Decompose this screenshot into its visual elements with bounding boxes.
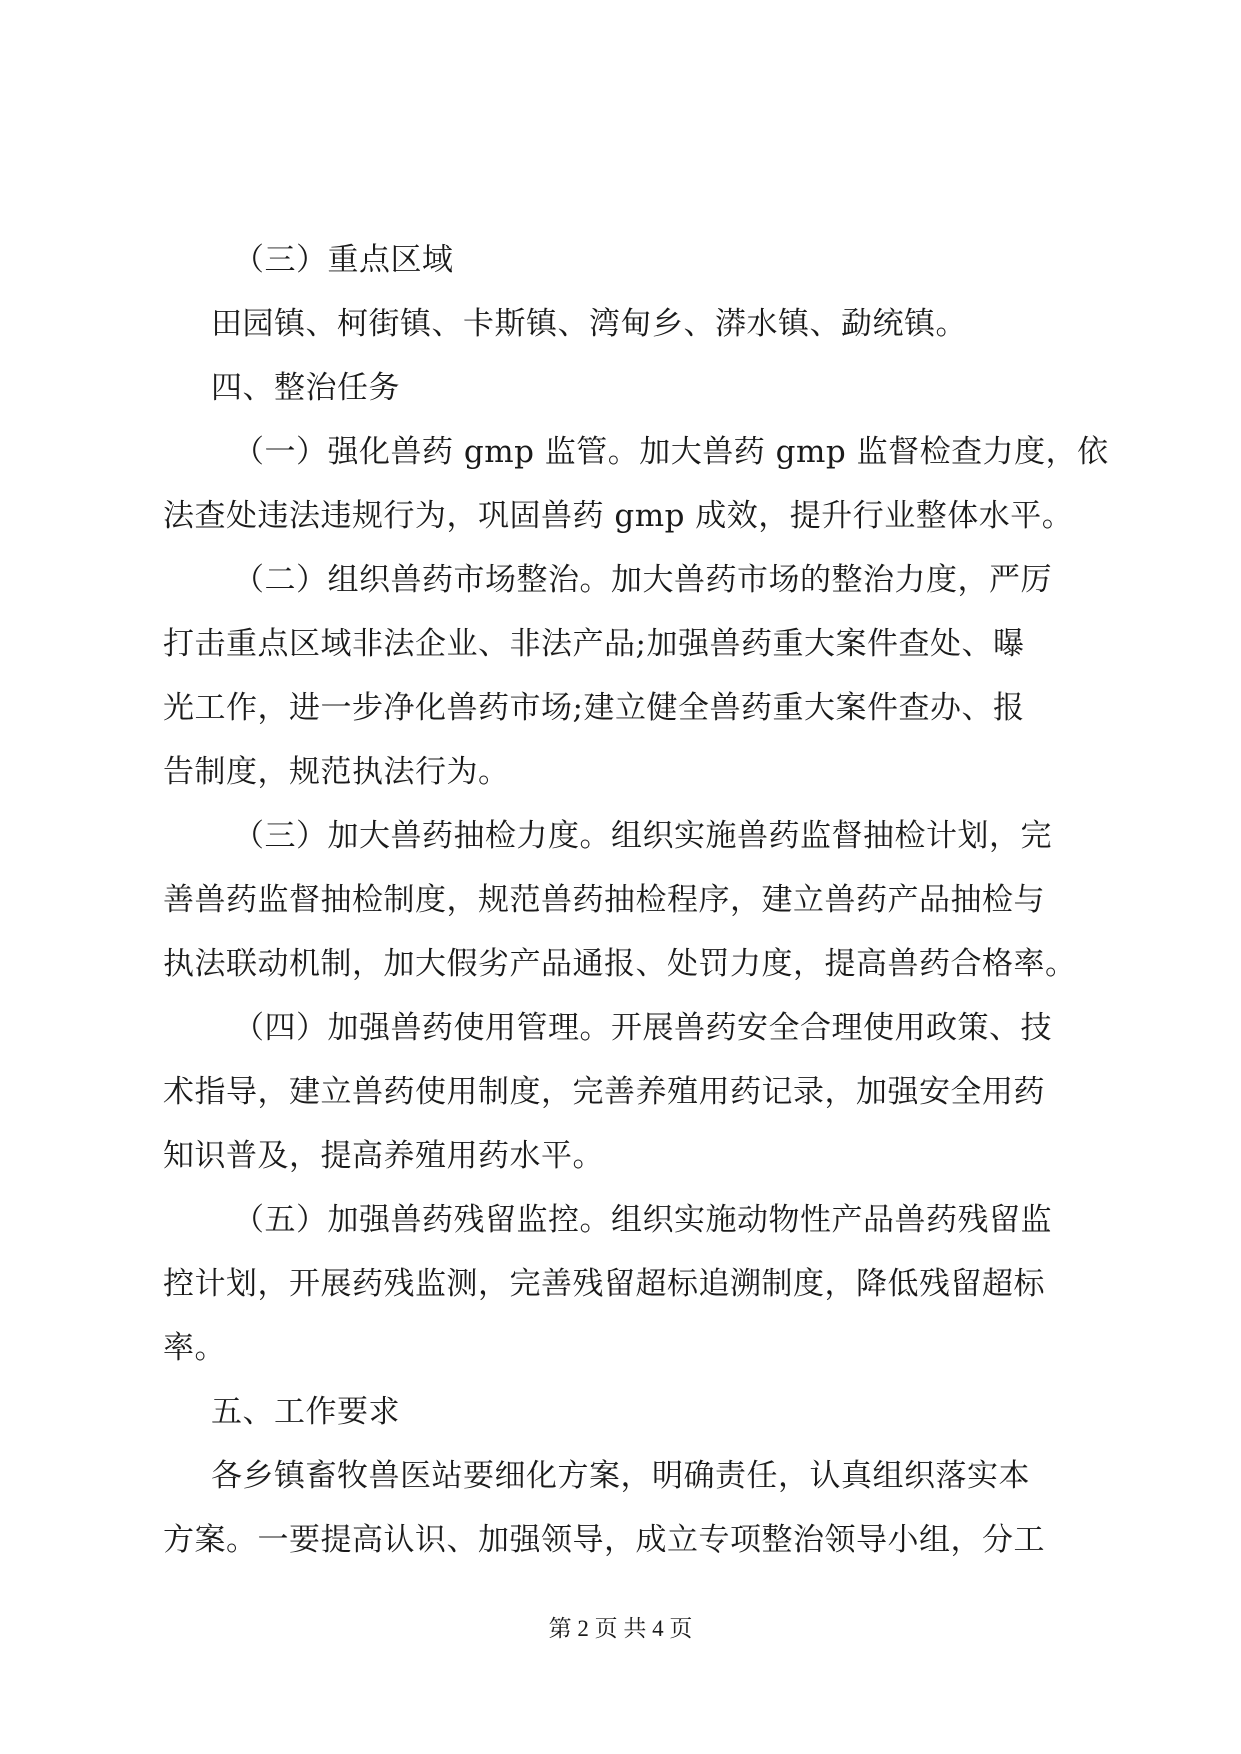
paragraph-line: （三）加大兽药抽检力度。组织实施兽药监督抽检计划，完: [233, 818, 1052, 854]
paragraph-line: （四）加强兽药使用管理。开展兽药安全合理使用政策、技: [233, 1010, 1052, 1046]
paragraph-line: 方案。一要提高认识、加强领导，成立专项整治领导小组，分工: [163, 1522, 1045, 1558]
paragraph-line: 各乡镇畜牧兽医站要细化方案，明确责任，认真组织落实本: [211, 1458, 1030, 1494]
paragraph-line: 法查处违法违规行为，巩固兽药 gmp 成效，提升行业整体水平。: [163, 498, 1074, 534]
paragraph-line: 打击重点区域非法企业、非法产品;加强兽药重大案件查处、曝: [163, 626, 1025, 662]
paragraph-line: 田园镇、柯街镇、卡斯镇、湾甸乡、漭水镇、勐统镇。: [211, 306, 967, 342]
paragraph-line: 率。: [163, 1330, 226, 1366]
paragraph-line: 告制度，规范执法行为。: [163, 754, 510, 790]
paragraph-line: 执法联动机制，加大假劣产品通报、处罚力度，提高兽药合格率。: [163, 946, 1077, 982]
paragraph-line: 善兽药监督抽检制度，规范兽药抽检程序，建立兽药产品抽检与: [163, 882, 1045, 918]
section-heading-tasks: 四、整治任务: [211, 370, 400, 406]
page-number-footer: 第 2 页 共 4 页: [548, 1616, 693, 1641]
paragraph-line: （二）组织兽药市场整治。加大兽药市场的整治力度，严厉: [233, 562, 1052, 598]
paragraph-line: 术指导，建立兽药使用制度，完善养殖用药记录，加强安全用药: [163, 1074, 1045, 1110]
paragraph-line: （一）强化兽药 gmp 监管。加大兽药 gmp 监督检查力度，依: [233, 434, 1109, 470]
subheading-key-areas: （三）重点区域: [233, 242, 454, 278]
paragraph-line: 控计划，开展药残监测，完善残留超标追溯制度，降低残留超标: [163, 1266, 1045, 1302]
paragraph-line: 知识普及，提高养殖用药水平。: [163, 1138, 604, 1174]
paragraph-line: （五）加强兽药残留监控。组织实施动物性产品兽药残留监: [233, 1202, 1052, 1238]
section-heading-requirements: 五、工作要求: [211, 1394, 400, 1430]
paragraph-line: 光工作，进一步净化兽药市场;建立健全兽药重大案件查办、报: [163, 690, 1025, 726]
document-body: [163, 228, 1109, 1572]
